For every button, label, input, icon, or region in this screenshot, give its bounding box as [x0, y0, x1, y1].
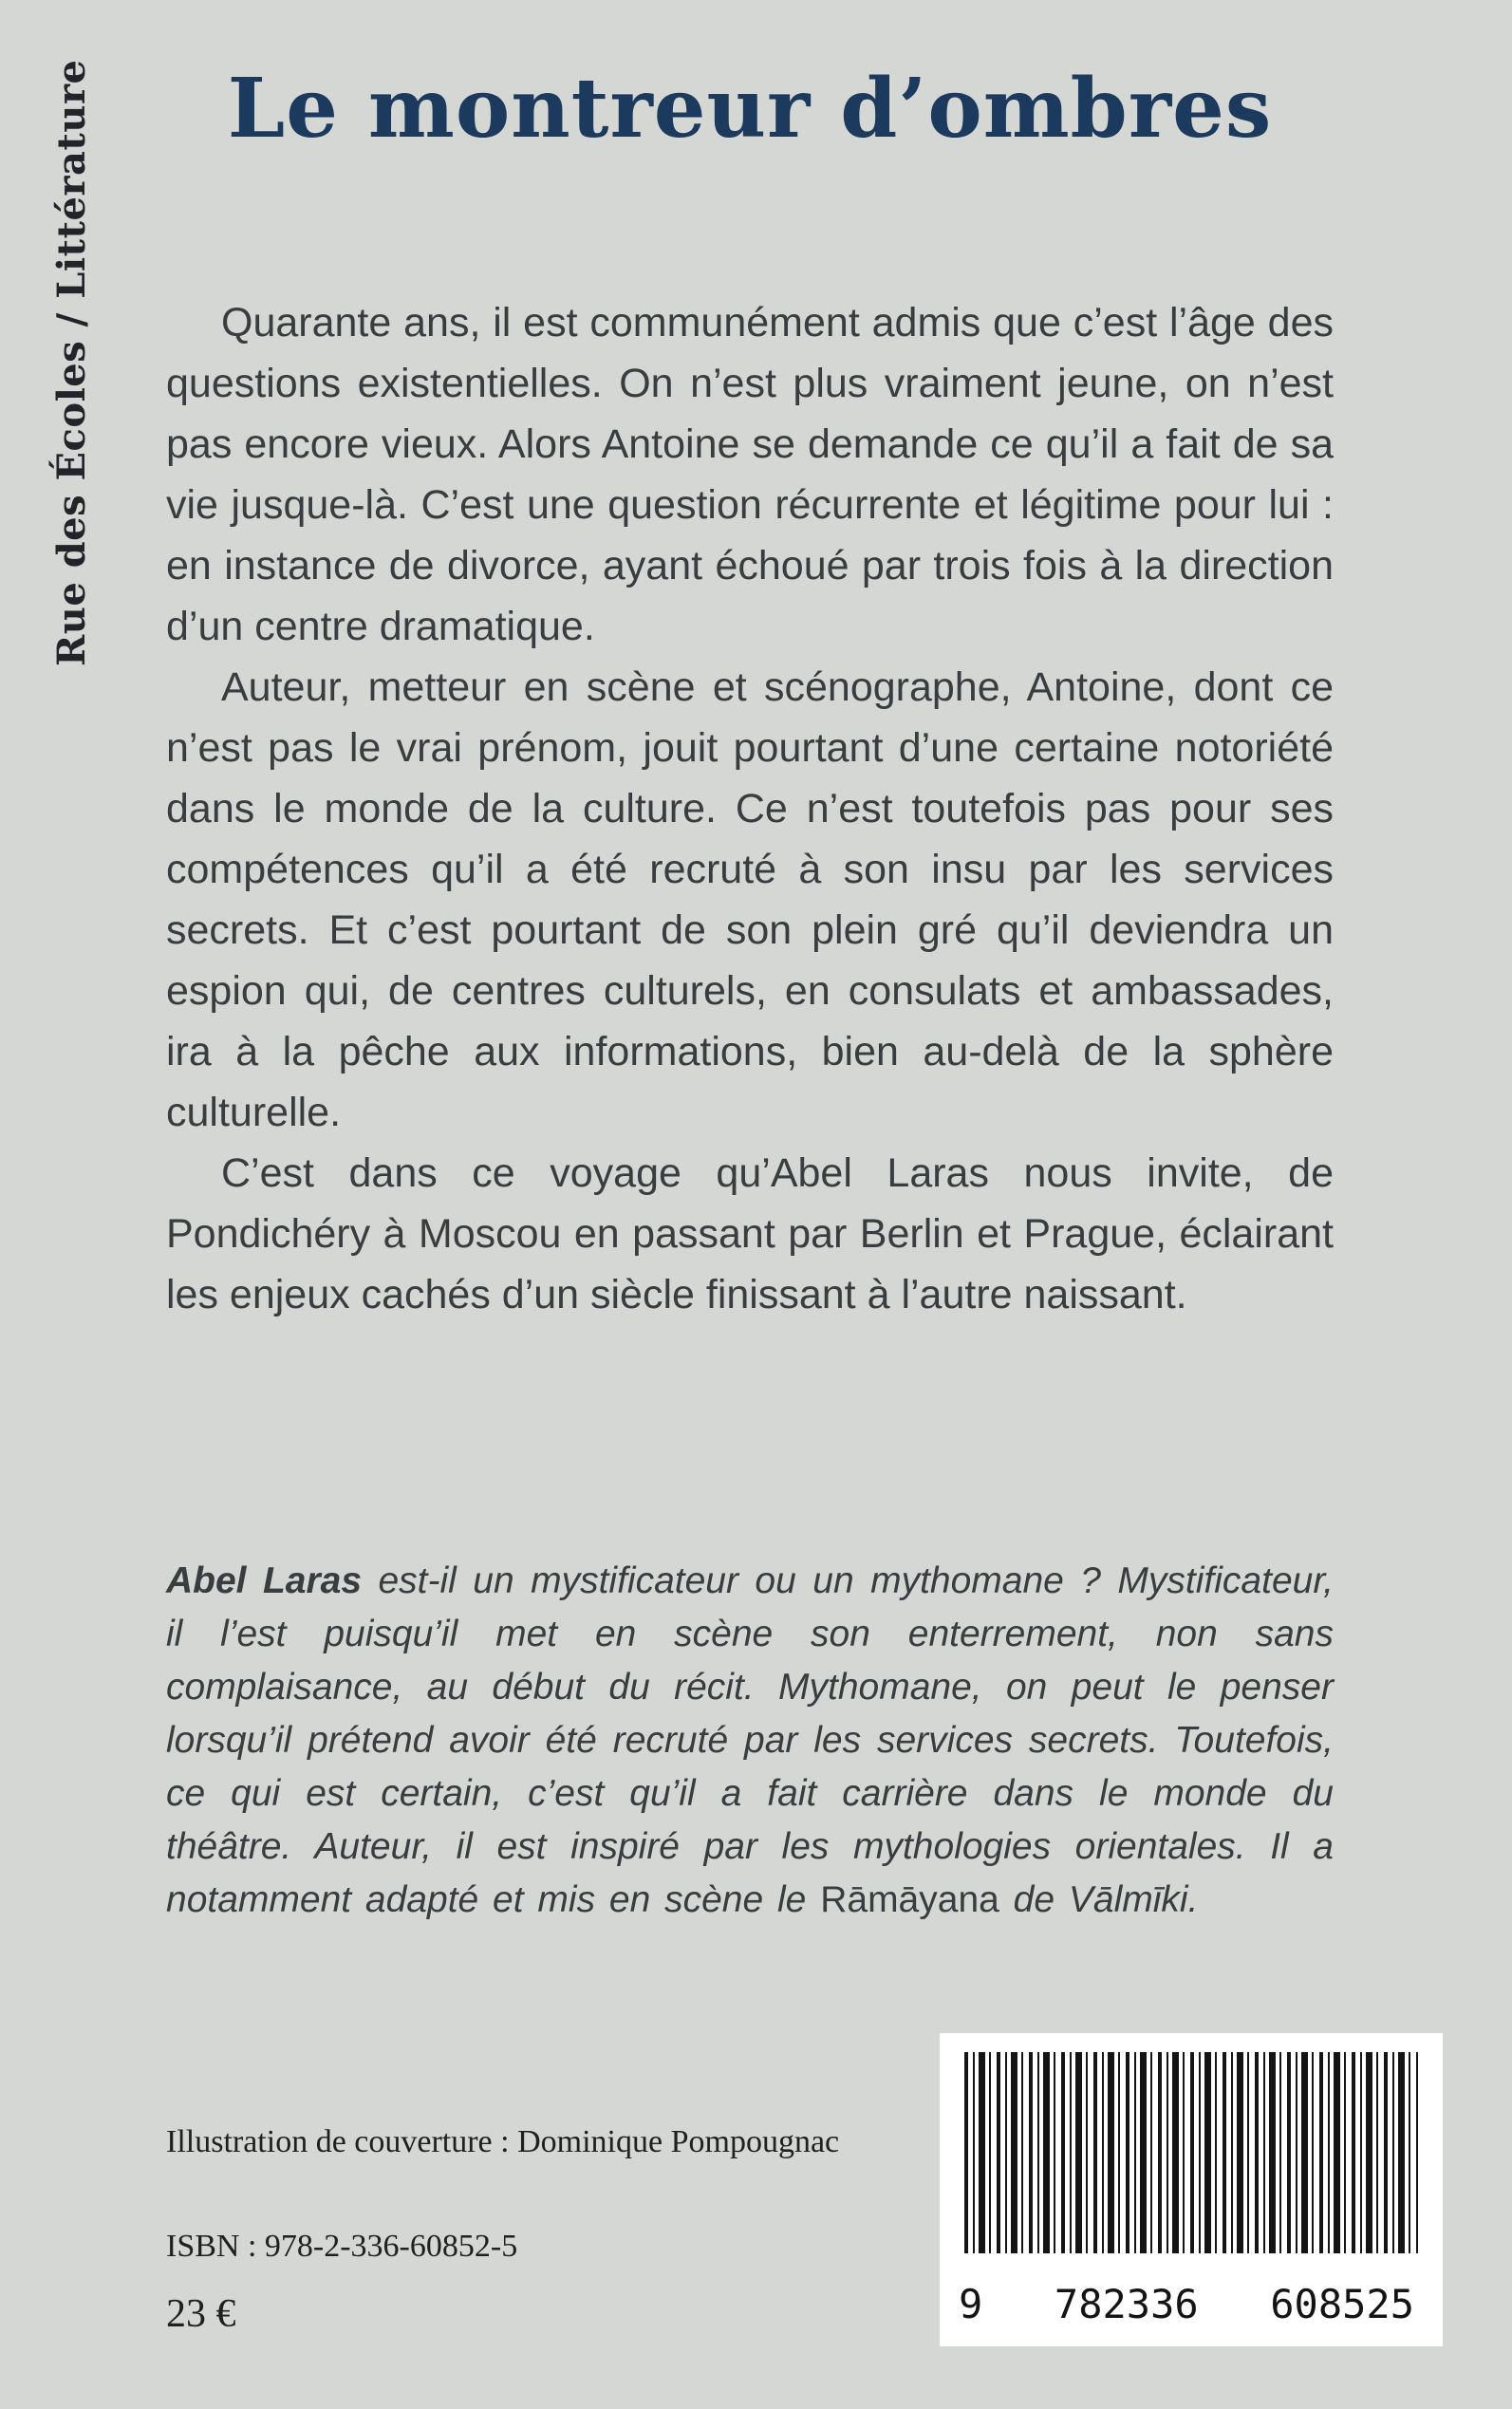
isbn-number: ISBN : 978-2-336-60852-5	[166, 2229, 518, 2264]
barcode-digit-left: 9	[959, 2281, 983, 2327]
bio-text-before-work-title: est-il un mystificateur ou un mythomane ? Mystificateur, il l’est puisqu’il met en scène son enterrement, non sans complaisance, au début du récit. Mythomane, on peut le penser lorsqu’il prétend avoir été recruté par les services secrets. Toutefois, ce qui est certain, c’est qu’il a fait carrière dans le monde du théâtre. Auteur, il est inspiré par les mythologies orientales. Il a notamment adapté et mis en scène le	[166, 1560, 1334, 1920]
author-bio	[166, 1555, 1334, 1927]
price: 23 €	[166, 2292, 236, 2336]
bio-text-after-work-title: de Vālmīki.	[999, 1879, 1199, 1920]
barcode-digits-group-1: 782336	[1054, 2281, 1199, 2327]
synopsis	[166, 292, 1334, 1325]
bio-work-title: Rāmāyana	[820, 1879, 999, 1920]
collection-spine-label: Rue des Écoles / Littérature	[49, 59, 94, 666]
illustration-credit: Illustration de couverture : Dominique Pompougnac	[166, 2124, 840, 2159]
synopsis-paragraph-2: Auteur, metteur en scène et scénographe, Antoine, dont ce n’est pas le vrai prénom, jouit pourtant d’une certaine notoriété dans le monde de la culture. Ce n’est toutefois pas pour ses compétences qu’il a été recruté à son insu par les services secrets. Et c’est pourtant de son plein gré qu’il deviendra un espion qui, de centres culturels, en consulats et ambassades, ira à la pêche aux informations, bien au-delà de la sphère culturelle.	[166, 664, 1334, 1135]
synopsis-paragraph-3: C’est dans ce voyage qu’Abel Laras nous invite, de Pondichéry à Moscou en passant par Berlin et Prague, éclairant les enjeux cachés d’un siècle finissant à l’autre naissant.	[166, 1150, 1334, 1317]
author-bio-paragraph	[166, 1555, 1334, 1927]
barcode-bars-icon	[964, 2052, 1418, 2253]
book-title: Le montreur d’ombres	[227, 61, 1273, 157]
author-name: Abel Laras	[166, 1560, 363, 1601]
barcode-digits-group-2: 608525	[1270, 2281, 1414, 2327]
barcode	[940, 2033, 1443, 2346]
barcode-digits	[959, 2281, 1414, 2327]
synopsis-paragraph-1: Quarante ans, il est communément admis que c’est l’âge des questions existentielles. On n’est plus vraiment jeune, on n’est pas encore vieux. Alors Antoine se demande ce qu’il a fait de sa vie jusque-là. C’est une question récurrente et légitime pour lui : en instance de divorce, ayant échoué par trois fois à la direction d’un centre dramatique.	[166, 300, 1334, 649]
